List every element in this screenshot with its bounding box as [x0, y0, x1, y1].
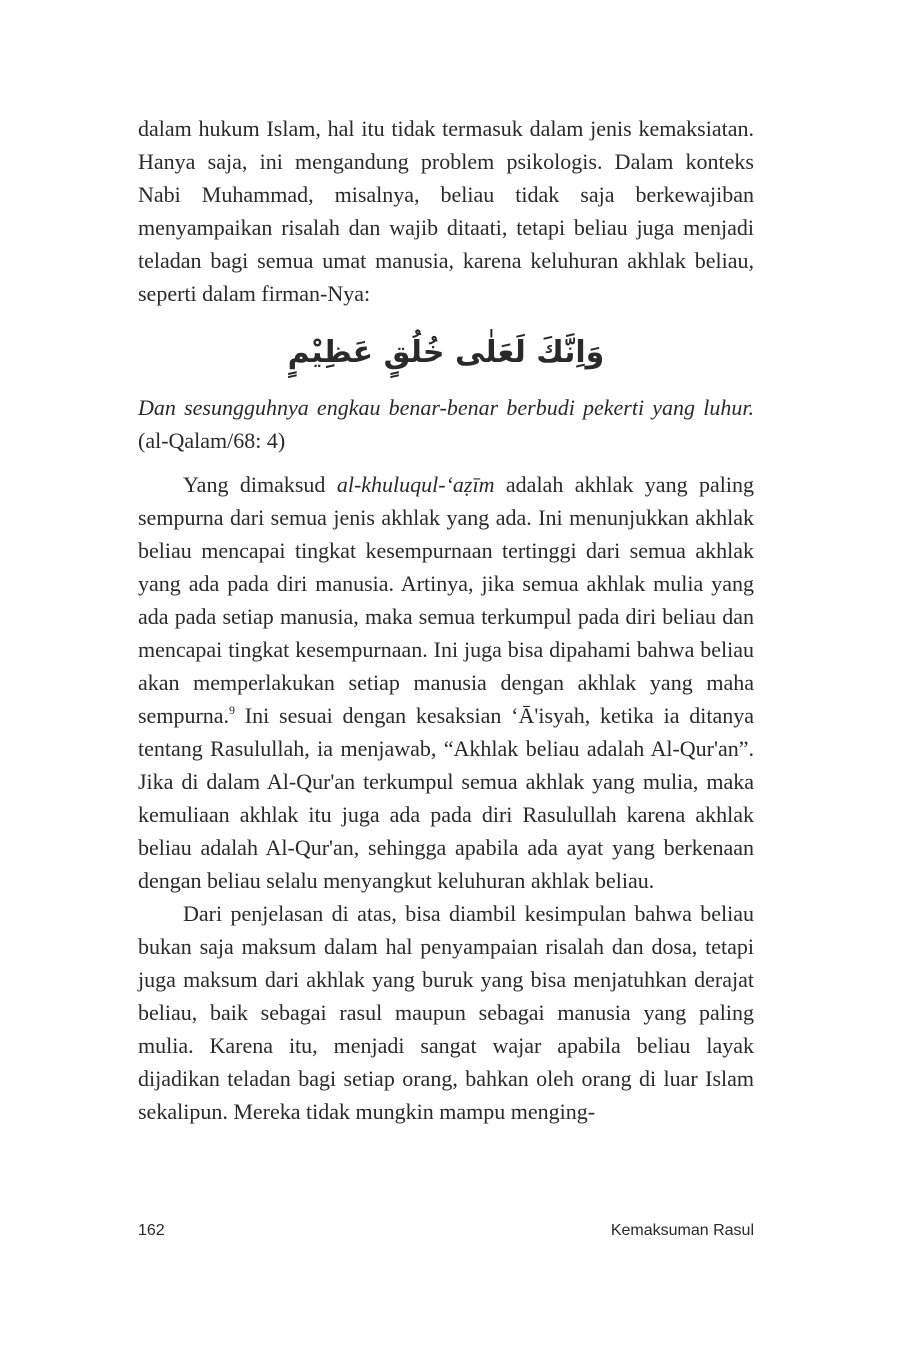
paragraph-2	[138, 468, 754, 897]
paragraph-3: Dari penjelasan di atas, bisa diambil kesimpulan bahwa beliau bukan saja maksum dalam hal penyampaian risalah dan dosa, tetapi juga maksum dari akhlak yang buruk yang bisa menjatuhkan derajat beliau, baik sebagai rasul maupun sebagai manusia yang paling mulia. Karena itu, menjadi sangat wajar apabila beliau layak dijadikan teladan bagi setiap orang, bahkan oleh orang di luar Islam sekalipun. Mereka tidak mungkin mampu menging-	[138, 901, 754, 1124]
paragraph-1: dalam hukum Islam, hal itu tidak termasuk dalam jenis kemaksiatan. Hanya saja, ini mengandung problem psikologis. Dalam konteks Nabi Muhammad, misalnya, beliau tidak saja berkewajiban menyampaikan risalah dan wajib ditaati, tetapi beliau juga menjadi teladan bagi semua umat manusia, karena keluhuran akhlak beliau, seperti dalam firman-Nya:	[138, 116, 754, 306]
page-number: 162	[138, 1222, 165, 1239]
paragraph-2-start: Yang dimaksud	[183, 472, 337, 497]
running-title: Kemaksuman Rasul	[610, 1222, 754, 1239]
verse-translation	[138, 391, 754, 457]
paragraph-2-term: al-khuluqul-‘aẓīm	[336, 472, 495, 497]
page-footer	[138, 1222, 754, 1240]
paragraph-2-end: Ini sesuai dengan kesaksian ‘Ā'isyah, ketika ia ditanya tentang Rasulullah, ia menjawab, “Akhlak beliau adalah Al-Qur'an”. Jika di dalam Al-Qur'an terkumpul semua akhlak yang mulia, maka kemuliaan akhlak itu juga ada pada diri Rasulullah karena akhlak beliau adalah Al-Qur'an, sehingga apabila ada ayat yang berkenaan dengan beliau selalu menyangkut keluhuran akhlak beliau.	[138, 703, 754, 893]
paragraph-2-mid: adalah akhlak yang paling sempurna dari semua jenis akhlak yang ada. Ini menunjukkan akhlak beliau mencapai tingkat kesempurnaan tertinggi dari semua akhlak yang ada pada diri manusia. Artinya, jika semua akhlak mulia yang ada pada setiap manusia, maka semua terkumpul pada diri beliau dan mencapai tingkat kesempurnaan. Ini juga bisa dipahami bahwa beliau akan memperlakukan setiap manusia dengan akhlak yang maha sempurna.	[138, 472, 754, 728]
translation-text: Dan sesungguhnya engkau benar-benar berbudi pekerti yang luhur.	[138, 395, 754, 420]
body-text	[138, 112, 754, 1128]
footnote-marker[interactable]: 9	[229, 703, 236, 717]
quran-verse-arabic: وَاِنَّكَ لَعَلٰى خُلُقٍ عَظِيْمٍ	[287, 335, 605, 370]
verse-reference: (al-Qalam/68: 4)	[138, 428, 286, 453]
